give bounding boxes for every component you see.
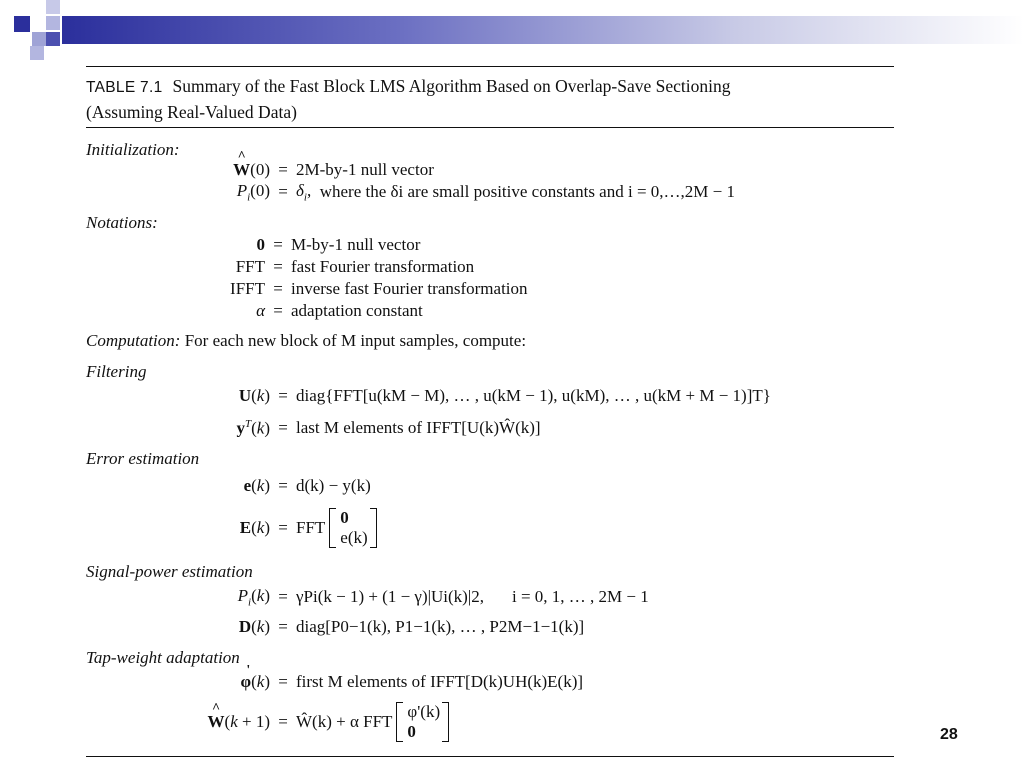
notation-meaning: inverse fast Fourier transformation (291, 279, 528, 298)
computation-label: Computation: (86, 331, 181, 350)
notation-meaning: fast Fourier transformation (291, 257, 475, 276)
notation-row: 0 = M-by-1 null vector (200, 235, 420, 255)
deco-square-light (46, 0, 60, 14)
heading-signal-power: Signal-power estimation (86, 562, 253, 581)
vector-top: 0 (340, 508, 349, 527)
eq-power-range: i = 0, 1, … , 2M − 1 (512, 587, 649, 607)
deco-square-light (46, 16, 60, 30)
eq-tap-phi: φ '(k) = first M elements of IFFT[D(k)UH(k)E(k)] (200, 672, 583, 692)
page-number: 28 (940, 726, 958, 743)
caption-rule (86, 127, 894, 128)
notation-row: α = adaptation constant (200, 301, 423, 321)
eq-init-power-rhs: where the δi are small positive constants and i = 0,…,2M − 1 (319, 182, 735, 202)
eq-error-e: e(k) = d(k) − y(k) (243, 476, 371, 495)
eq-power-d-rhs: diag[P0−1(k), P1−1(k), … , P2M−1−1(k)] (296, 617, 585, 636)
eq-error-E: E(k) = FFT 0 e(k) (200, 508, 377, 548)
notation-symbol: FFT (235, 257, 265, 276)
eq-tap-phi-rhs: first M elements of IFFT[D(k)UH(k)E(k)] (296, 672, 584, 691)
eq-filter-y-rhs: last M elements of IFFT[U(k)Ŵ(k)] (296, 418, 541, 438)
heading-error-estimation: Error estimation (86, 449, 200, 468)
bottom-rule (86, 756, 894, 757)
top-rule (86, 66, 894, 67)
eq-power-p: $P_i(k)$ = γPi(k − 1) + (1 − γ)|Ui(k)|2, i = 0, 1, … , 2M − 1 (237, 586, 649, 609)
vector-bottom: e(k) (340, 528, 368, 547)
eq-filter-y: $y^T(k)$ = last M elements of IFFT[U(k)Ŵ(k)] (236, 418, 541, 438)
notation-row: IFFT = inverse fast Fourier transformation (200, 279, 528, 299)
heading-tap-weight: Tap-weight adaptation (86, 648, 240, 667)
vector-bottom: 0 (407, 722, 416, 741)
heading-initialization: Initialization: (86, 140, 180, 159)
eq-power-p-rhs: γPi(k − 1) + (1 − γ)|Ui(k)|2, (296, 587, 484, 607)
eq-init-power: $P_i(0)$ = $\delta_i$, where the δi are small positive constants and i = 0,…,2M − 1 (236, 181, 735, 204)
eq-error-e-rhs: d(k) − y(k) (296, 476, 371, 495)
eq-tap-w-prefix: Ŵ(k) + α FFT (296, 712, 393, 731)
deco-square-light (32, 32, 46, 46)
column-vector (329, 508, 376, 548)
eq-power-d: D(k) = diag[P0−1(k), P1−1(k), … , P2M−1−1(k)] (238, 617, 585, 636)
deco-gradient-bar (62, 16, 1024, 44)
table-number: TABLE 7.1 (86, 79, 163, 96)
notation-meaning: M-by-1 null vector (291, 235, 421, 254)
table-caption (86, 74, 886, 124)
vector-top: φ'(k) (407, 702, 441, 721)
slide-header-decoration (0, 0, 1024, 64)
deco-square-dark (14, 16, 30, 32)
caption-title: Summary of the Fast Block LMS Algorithm Based on Overlap-Save Sectioning (172, 76, 731, 96)
notation-symbol: IFFT (230, 279, 265, 298)
column-vector (396, 702, 449, 742)
eq-filter-u: U(k) = diag{FFT[u(kM − M), … , u(kM − 1), u(kM), … , u(kM + M − 1)]T} (238, 386, 771, 405)
eq-init-weight-rhs: 2M-by-1 null vector (296, 160, 434, 179)
caption-line-2: (Assuming Real-Valued Data) (86, 102, 297, 122)
computation-text: For each new block of M input samples, compute: (184, 331, 527, 350)
heading-computation (86, 331, 526, 351)
eq-tap-w: ^ W(k + 1) = Ŵ(k) + α FFT φ'(k) 0 (186, 702, 449, 742)
deco-square-dark (46, 32, 60, 46)
eq-init-weight: ^ W(0) = 2M-by-1 null vector (200, 160, 434, 180)
eq-error-E-prefix: FFT (296, 518, 326, 537)
deco-square-light (30, 46, 44, 60)
caption-line-1 (86, 74, 886, 100)
notation-row: FFT = fast Fourier transformation (200, 257, 474, 277)
heading-notations: Notations: (86, 213, 158, 232)
notation-meaning: adaptation constant (291, 301, 423, 320)
heading-filtering: Filtering (86, 362, 147, 381)
eq-filter-u-rhs: diag{FFT[u(kM − M), … , u(kM − 1), u(kM), … , u(kM + M − 1)]T} (296, 386, 771, 405)
notation-symbol: 0 (256, 235, 265, 254)
notation-symbol: α (256, 301, 265, 320)
